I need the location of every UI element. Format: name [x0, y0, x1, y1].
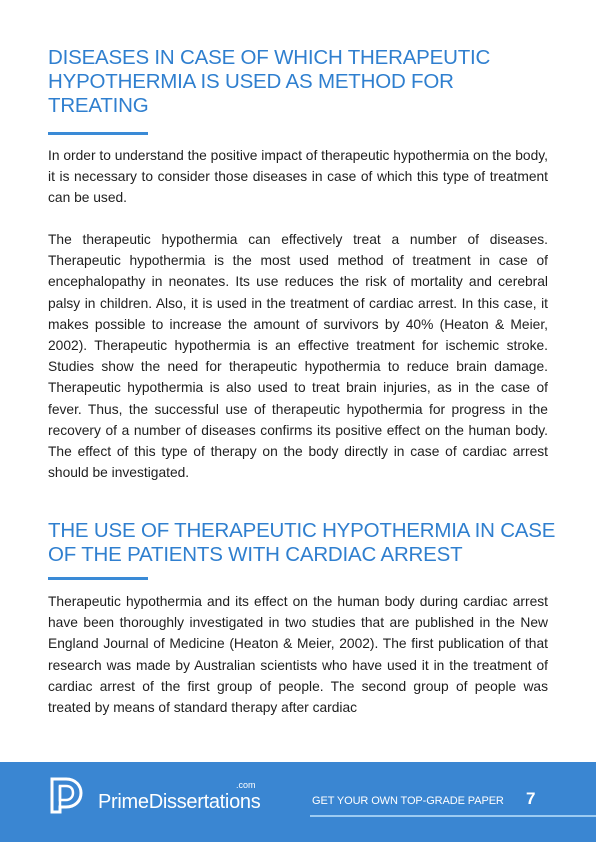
- brand-suffix: .com: [236, 780, 256, 790]
- section-heading-diseases: [48, 46, 558, 118]
- heading-line: HYPOTHERMIA IS USED AS METHOD FOR: [48, 70, 454, 93]
- heading-line: THE USE OF THERAPEUTIC HYPOTHERMIA IN CASE: [48, 519, 556, 542]
- cta-link[interactable]: GET YOUR OWN TOP-GRADE PAPER: [312, 795, 504, 807]
- heading-line: OF THE PATIENTS WITH CARDIAC ARREST: [48, 543, 463, 566]
- pd-monogram-icon: [48, 776, 86, 814]
- heading-line: DISEASES IN CASE OF WHICH THERAPEUTIC: [48, 46, 491, 69]
- brand-name[interactable]: PrimeDissertations: [98, 791, 261, 813]
- heading-underline: [48, 577, 148, 580]
- paragraph-diseases: The therapeutic hypothermia can effectively treat a number of diseases. Therapeutic hypothermia is the most used method of treatment in case of encephalopathy in neonates. Its use reduces the risk of mortality and cerebral palsy in children. Also, it is used in the treatment of cardiac arrest. In this case, it makes possible to increase the amount of survivors by 40% (Heaton & Meier, 2002). Therapeutic hypothermia is an effective treatment for ischemic stroke. Studies show the need for therapeutic hypothermia to reduce brain damage. Therapeutic hypothermia is also used to treat brain injuries, as in the case of fever. Thus, the successful use of therapeutic hypothermia for progress in the recovery of a number of diseases confirms its positive effect on the human body. The effect of this type of therapy on the body directly in case of cardiac arrest should be investigated.: [48, 232, 548, 481]
- heading-underline: [48, 132, 148, 135]
- paragraph-intro: In order to understand the positive impact of therapeutic hypothermia on the body, it is necessary to consider those diseases in case of which this type of treatment can be used.: [48, 148, 548, 206]
- page-number: 7: [526, 789, 536, 808]
- heading-line: TREATING: [48, 94, 149, 117]
- footer-divider: [310, 815, 596, 817]
- section-heading-cardiac-arrest: [48, 519, 558, 567]
- paragraph-cardiac-arrest: Therapeutic hypothermia and its effect on the human body during cardiac arrest have been thoroughly investigated in two studies that are published in the New England Journal of Medicine (Heaton & Meier, 2002). The first publication of that research was made by Australian scientists who have used it in the treatment of cardiac arrest of the first group of people. The second group of people was treated by means of standard therapy after cardiac: [48, 594, 548, 716]
- page-footer: [0, 762, 596, 842]
